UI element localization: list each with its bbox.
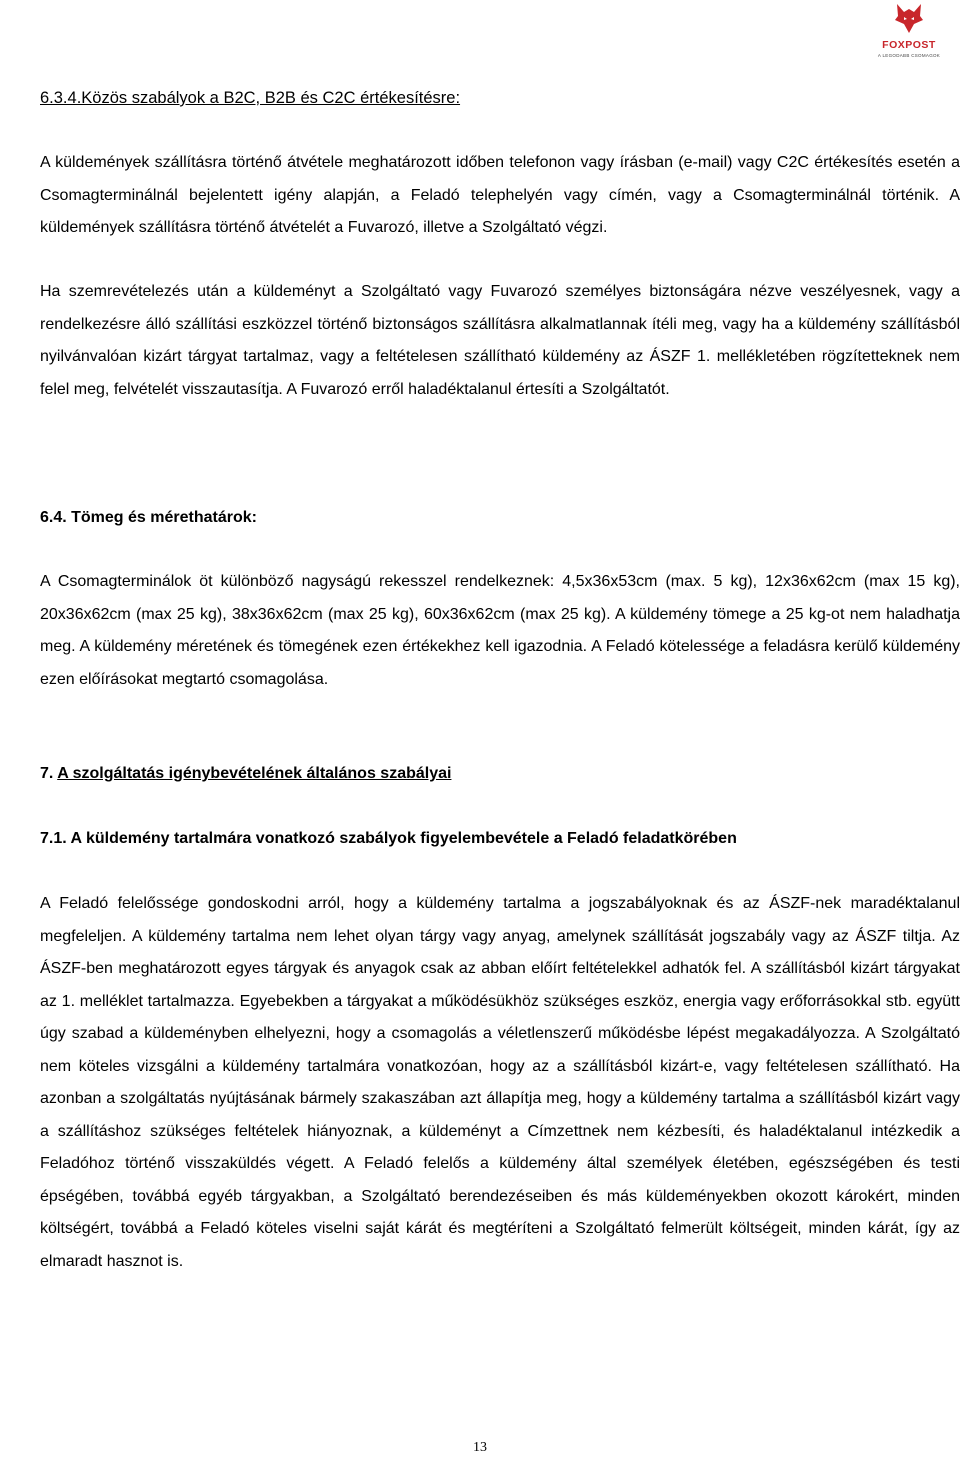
logo-wordmark: FOXPOST: [882, 39, 936, 51]
logo-tagline: A LEGODABB CSOMAGOK: [877, 53, 941, 58]
section-7-title: A szolgáltatás igénybevételének általános szabályai: [57, 765, 452, 782]
page-number: 13: [473, 1440, 487, 1455]
section-64-paragraph: A Csomagterminálok öt különböző nagyságú rekesszel rendelkeznek: 4,5x36x53cm (max. 5 kg), 12x36x62cm (max 15 kg), 20x36x62cm (max 25 kg), 38x36x62cm (max 25 kg), 60x36x62cm (max 25 kg). A küldemény tömege a 25 kg-ot nem haladhatja meg. A küldemény méretének és tömegének ezen értékekhez kell igazodnia. A Feladó kötelessége a feladásra kerülő küldemény ezen előírásokat megtartó csomagolása.: [40, 573, 960, 688]
section-634-paragraph-1: A küldemények szállításra történő átvétele meghatározott időben telefonon vagy írásban (e-mail) vagy C2C értékesítés esetén a Csomagterminálnál bejelentett igény alapján, a Feladó telephelyén vagy címén, vagy a Csomagterminálnál történik. A küldemények szállításra történő átvételét a Fuvarozó, illetve a Szolgáltató végzi.: [40, 154, 960, 236]
section-64-heading: 6.4. Tömeg és mérethatárok:: [40, 509, 257, 526]
foxpost-logo: [876, 2, 942, 64]
section-634-paragraph-2: Ha szemrevételezés után a küldeményt a Szolgáltató vagy Fuvarozó személyes biztonságára nézve veszélyesnek, vagy a rendelkezésre álló szállítási eszközzel történő biztonságos szállításra alkalmatlannak ítéli meg, vagy ha a küldemény szállításból nyilvánvalóan kizárt tárgyat tartalmaz, vagy a feltételesen szállítható küldemény az ÁSZF 1. mellékletében rögzítetteknek nem felel meg, felvételét visszautasítja. A Fuvarozó erről haladéktalanul értesíti a Szolgáltatót.: [40, 283, 960, 398]
section-634-title: 6.3.4.Közös szabályok a B2C, B2B és C2C értékesítésre:: [40, 89, 461, 107]
fox-head-icon: [894, 2, 924, 36]
section-7-heading: [40, 765, 451, 783]
section-71-paragraph: A Feladó felelőssége gondoskodni arról, hogy a küldemény tartalma a jogszabályoknak és az ÁSZF-nek maradéktalanul megfeleljen. A küldemény tartalma nem lehet olyan tárgy vagy anyag, amelynek szállítását jogszabály vagy az ÁSZF tiltja. Az ÁSZF-ben meghatározott egyes tárgyak és anyagok csak az abban előírt feltételekkel adhatók fel. A szállításból kizárt tárgyakat az 1. melléklet tartalmazza. Egyebekben a tárgyakat a működésükhöz szükséges eszköz, energia vagy erőforrásokkal stb. együtt úgy szabad a küldeményben elhelyezni, hogy a csomagolás a véletlenszerű működésbe lépést megakadályozza. A Szolgáltató nem köteles vizsgálni a küldemény tartalmára vonatkozóan, hogy az a szállításból kizárt-e, vagy feltételesen szállítható. Ha azonban a szolgáltatás nyújtásának bármely szakaszában azt állapítja meg, hogy a küldemény tartalma a szállításból kizárt vagy a szállításhoz szükséges feltételek hiányoznak, a küldeményt a Címzettnek nem kézbesíti, és haladéktalanul intézkedik a Feladóhoz történő visszaküldés végett. A Feladó felelős a küldemény által személyek életében, egészségében és testi épségében, továbbá egyéb tárgyakban, a Szolgáltató berendezéseiben és más küldeményekben okozott károkért, minden költségért, továbbá a Feladó köteles viselni saját kárát és megtéríteni a Szolgáltató felmerült költségeit, minden kárát, így az elmaradt hasznot is.: [40, 895, 960, 1270]
section-71-heading: 7.1. A küldemény tartalmára vonatkozó szabályok figyelembevétele a Feladó feladatkörében: [40, 830, 737, 847]
section-7-number: 7.: [40, 765, 54, 782]
